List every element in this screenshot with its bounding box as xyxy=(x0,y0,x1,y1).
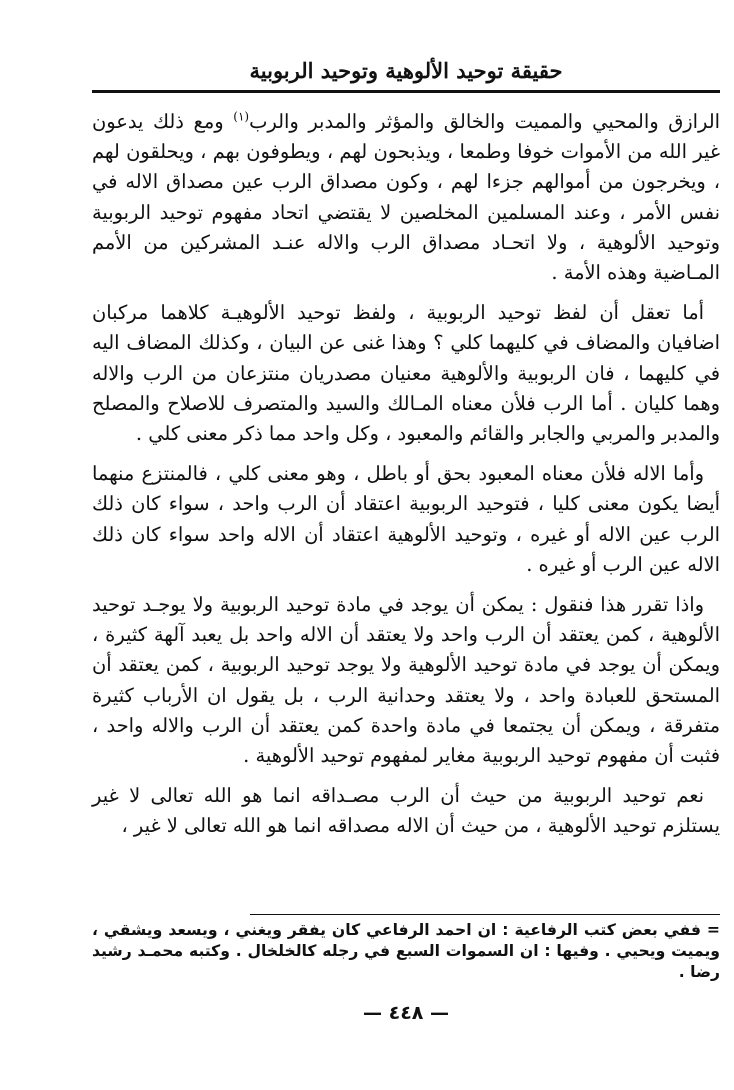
paragraph-1-text-start: الرازق والمحيي والمميت والخالق والمؤثر والمدبر والرب xyxy=(249,110,720,133)
paragraph-1 xyxy=(92,107,720,288)
running-header-title: حقيقة توحيد الألوهية وتوحيد الربوبية xyxy=(249,58,563,83)
body-text xyxy=(92,107,720,842)
page-number: — ٤٤٨ — xyxy=(362,1002,450,1024)
paragraph-1-text-end: ومع ذلك يدعون غير الله من الأموات خوفا وطمعا ، ويذبحون لهم ، ويطوفون بهم ، ويحلقون لهم ، ويخرجون من أموالهم جزءا لهم ، وكون مصداق الرب عين مصداق الاله في نفس الأمر ، وعند المسلمين المخلصين لا يقتضي اتحاد مفهوم توحيد الربوبية وتوحيد الألوهية ، ولا اتحـاد مصداق الرب والاله عنـد المشركين من الأمم المـاضية وهذه الأمة . xyxy=(92,110,720,285)
footnote-rule xyxy=(250,914,720,915)
paragraph-4: واذا تقرر هذا فنقول : يمكن أن يوجد في مادة توحيد الربوبية ولا يوجـد توحيد الألوهية ، كمن يعتقد أن الرب واحد ولا يعتقد أن الاله واحد بل يعبد آلهة كثيرة ، ويمكن أن يوجد في مادة توحيد الألوهية ولا يوجد توحيد الربوبية ، كمن يعتقد أن المستحق للعبادة واحد ، ولا يعتقد وحدانية الرب ، بل يقول ان الأرباب كثيرة متفرقة ، ويمكن أن يجتمعا في مادة واحدة كمن يعتقد أن الرب والاله واحد ، فثبت أن مفهوم توحيد الربوبية مغاير لمفهوم توحيد الألوهية . xyxy=(92,593,720,768)
paragraph-5: نعم توحيد الربوبية من حيث أن الرب مصـداقه انما هو الله تعالى لا غير يستلزم توحيد الألوهية ، من حيث أن الاله مصداقه انما هو الله تعالى لا غير ، xyxy=(92,784,720,838)
paragraph-2: أما تعقل أن لفظ توحيد الربوبية ، ولفظ توحيد الألوهيـة كلاهما مركبان اضافيان والمضاف في كليهما كلي ؟ وهذا غنى عن البيان ، وكذلك المضاف اليه في كليهما ، فان الربوبية والألوهية معنيان مصدريان منتزعان من الرب والاله وهما كليان . أما الرب فلأن معناه المـالك والسيد والمتصرف للاصلاح والمصلح والمدبر والمربي والجابر والقائم والمعبود ، وكل واحد مما ذكر معنى كلي . xyxy=(92,301,720,446)
header-rule xyxy=(92,90,720,93)
book-page xyxy=(92,56,720,1066)
paragraph-3: وأما الاله فلأن معناه المعبود بحق أو باطل ، وهو معنى كلي ، فالمنتزع منهما أيضا يكون معنى كليا ، فتوحيد الربوبية اعتقاد أن الرب واحد ، سواء كان ذلك الرب عين الاله أو غيره ، وتوحيد الألوهية اعتقاد أن الاله واحد سواء كان ذلك الاله عين الرب أو غيره . xyxy=(92,462,720,576)
footnote-text: = ففي بعض كتب الرفاعية : ان احمد الرفاعي كان يفقر ويغني ، ويسعد ويشقي ، ويميت ويحيي . وفيها : ان السموات السبع في رجله كالخلخال . وكتبه محمـد رشيد رضا . xyxy=(92,921,720,981)
footnote-reference-marker: (١) xyxy=(233,109,250,124)
